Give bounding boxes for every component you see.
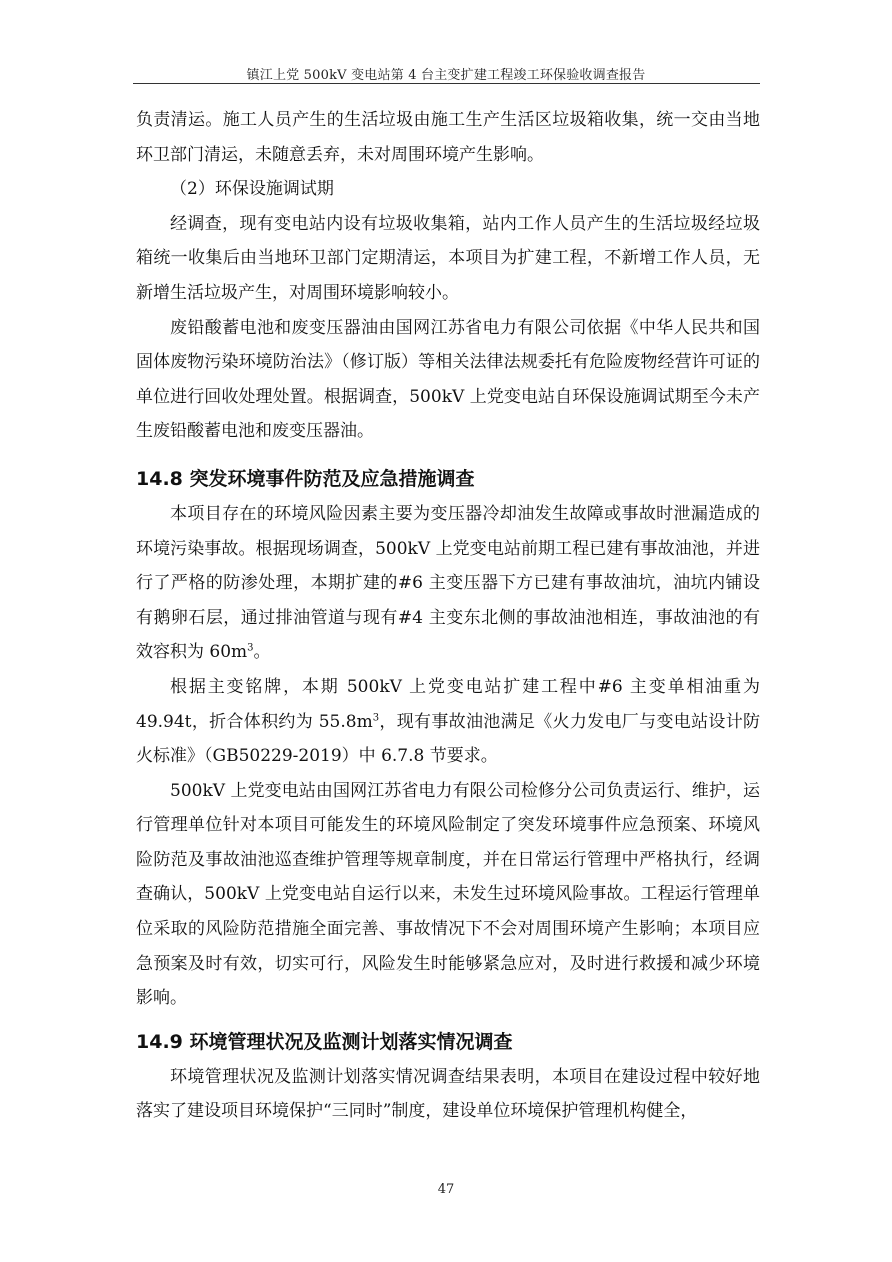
section-heading-14-9: 14.9 环境管理状况及监测计划落实情况调查 — [136, 1030, 513, 1053]
paragraph-continued: 负责清运。施工人员产生的生活垃圾由施工生产生活区垃圾箱收集，统一交由当地环卫部门清运，未随意丢弃，未对周围环境产生影响。 — [136, 110, 760, 165]
section-heading-14-8: 14.8 突发环境事件防范及应急措施调查 — [136, 467, 475, 490]
superscript-cubic: 3 — [247, 642, 254, 654]
subheading-commissioning-period: （2）环保设施调试期 — [170, 179, 334, 200]
paragraph-transformer-nameplate — [136, 670, 760, 774]
paragraph-transformer-nameplate-end: ，现有事故油池满足《火力发电厂与变电站设计防火标准》（GB50229-2019）中 6.7.8 节要求。 — [136, 711, 761, 767]
paragraph-transformer-nameplate-text: 根据主变铭牌，本期 500kV 上党变电站扩建工程中#6 主变单相油重为 49.94t，折合体积约为 55.8m — [136, 676, 760, 732]
paragraph-hazardous-waste: 废铅酸蓄电池和废变压器油由国网江苏省电力有限公司依据《中华人民共和国固体废物污染环境防治法》（修订版）等相关法律法规委托有危险废物经营许可证的单位进行回收处理处置。根据调查，500kV 上党变电站自环保设施调试期至今未产生废铅酸蓄电池和废变压器油。 — [136, 317, 760, 442]
header-divider — [133, 83, 760, 84]
page-body — [136, 103, 760, 1129]
paragraph-domestic-waste: 经调查，现有变电站内设有垃圾收集箱，站内工作人员产生的生活垃圾经垃圾箱统一收集后由当地环卫部门定期清运，本项目为扩建工程，不新增工作人员，无新增生活垃圾产生，对周围环境影响较小。 — [136, 213, 760, 303]
paragraph-operation-management: 500kV 上党变电站由国网江苏省电力有限公司检修分公司负责运行、维护，运行管理单位针对本项目可能发生的环境风险制定了突发环境事件应急预案、环境风险防范及事故油池巡查维护管理等规章制度，并在日常运行管理中严格执行，经调查确认，500kV 上党变电站自运行以来，未发生过环境风险事故。工程运行管理单位采取的风险防范措施全面完善、事故情况下不会对周围环境产生影响；本项目应急预案及时有效，切实可行，风险发生时能够紧急应对，及时进行救援和减少环境影响。 — [136, 780, 760, 1009]
paragraph-environmental-risk-end: 。 — [253, 642, 271, 663]
paragraph-environmental-risk — [136, 497, 760, 670]
paragraph-environmental-risk-text: 本项目存在的环境风险因素主要为变压器冷却油发生故障或事故时泄漏造成的环境污染事故。根据现场调查，500kV 上党变电站前期工程已建有事故油池，并进行了严格的防渗处理，本期扩建的#6 主变压器下方已建有事故油坑，油坑内铺设有鹅卵石层，通过排油管道与现有#4 主变东北侧的事故油池相连，事故油池的有效容积为 60m — [136, 503, 760, 663]
superscript-cubic: 3 — [372, 711, 380, 723]
page-number: 47 — [437, 1182, 455, 1197]
paragraph-monitoring-plan: 环境管理状况及监测计划落实情况调查结果表明，本项目在建设过程中较好地落实了建设项目环境保护“三同时”制度，建设单位环境保护管理机构健全， — [136, 1066, 760, 1122]
running-header-title: 镇江上党 500kV 变电站第 4 台主变扩建工程竣工环保验收调查报告 — [246, 68, 646, 83]
